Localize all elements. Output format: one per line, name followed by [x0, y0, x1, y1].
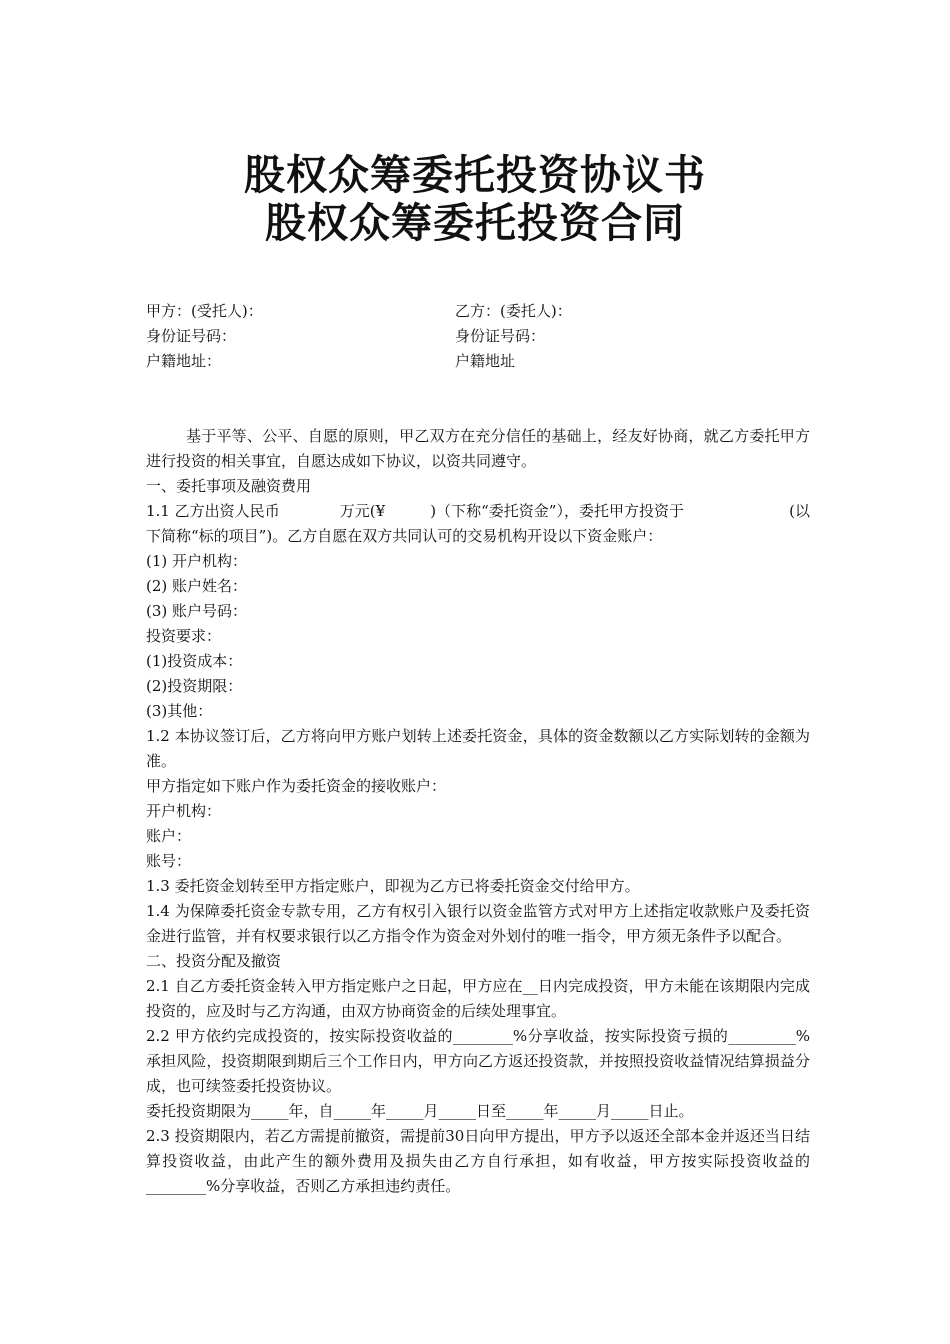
clause-1-2: 1.2 本协议签订后，乙方将向甲方账户划转上述委托资金，具体的资金数额以乙方实际划转的金额为准。 [146, 727, 810, 770]
receiving-account-intro: 甲方指定如下账户作为委托资金的接收账户： [146, 777, 447, 795]
party-a-address: 户籍地址： [146, 352, 222, 370]
party-b-address: 户籍地址 [455, 352, 516, 370]
investment-requirements-heading: 投资要求： [146, 627, 222, 645]
investment-other-line: (3)其他： [146, 702, 213, 720]
clause-2-1: 2.1 自乙方委托资金转入甲方指定账户之日起，甲方应在__日内完成投资，甲方未能在该期限内完成投资的，应及时与乙方沟通，由双方协商资金的后续处理事宜。 [146, 977, 810, 1020]
section-heading-2: 二、投资分配及撤资 [146, 952, 282, 970]
investment-term-line: (2)投资期限： [146, 677, 243, 695]
preamble-paragraph: 基于平等、公平、自愿的原则，甲乙双方在充分信任的基础上，经友好协商，就乙方委托甲方进行投资的相关事宜，自愿达成如下协议，以资共同遵守。 [146, 427, 810, 470]
receiving-institution-line: 开户机构： [146, 802, 222, 820]
account-institution-line: (1) 开户机构： [146, 552, 248, 570]
party-b-id: 身份证号码： [455, 327, 546, 345]
account-name-line: (2) 账户姓名： [146, 577, 248, 595]
clause-1-4: 1.4 为保障委托资金专款专用，乙方有权引入银行以资金监管方式对甲方上述指定收款账户及委托资金进行监管，并有权要求银行以乙方指令作为资金对外划付的唯一指令，甲方须无条件予以配合。 [146, 902, 810, 945]
clause-2-3: 2.3 投资期限内，若乙方需提前撤资，需提前30日向甲方提出，甲方予以返还全部本金并返还当日结算投资收益，由此产生的额外费用及损失由乙方自行承担，如有收益，甲方按实际投资收益的________%分享收益，否则乙方承担违约责任。 [146, 1127, 810, 1195]
clause-2-2: 2.2 甲方依约完成投资的，按实际投资收益的________%分享收益，按实际投资亏损的_________%承担风险，投资期限到期后三个工作日内，甲方向乙方返还投资款，并按照投资收益情况结算损益分成，也可续签委托投资协议。 [146, 1027, 810, 1095]
receiving-account-line: 账户： [146, 827, 192, 845]
party-row [146, 324, 846, 349]
contract-body [146, 424, 810, 1199]
party-row [146, 349, 846, 374]
party-a-name: 甲方：(受托人)： [146, 302, 263, 320]
document-title: 股权众筹委托投资协议书 [244, 151, 706, 199]
party-row [146, 299, 846, 324]
section-heading-1: 一、委托事项及融资费用 [146, 477, 312, 495]
party-a-id: 身份证号码： [146, 327, 237, 345]
party-b-name: 乙方：(委托人)： [455, 302, 572, 320]
investment-period-line: 委托投资期限为_____年，自_____年_____月_____日至_____年_____月_____日止。 [146, 1102, 694, 1120]
clause-1-3: 1.3 委托资金划转至甲方指定账户，即视为乙方已将委托资金交付给甲方。 [146, 877, 640, 895]
investment-cost-line: (1)投资成本： [146, 652, 243, 670]
clause-1-1: 1.1 乙方出资人民币 万元(¥ )（下称“委托资金”），委托甲方投资于 (以下简称“标的项目”)。乙方自愿在双方共同认可的交易机构开设以下资金账户： [146, 502, 810, 545]
parties-block [146, 299, 846, 374]
document-subtitle: 股权众筹委托投资合同 [265, 199, 685, 247]
account-number-line: (3) 账户号码： [146, 602, 248, 620]
receiving-number-line: 账号： [146, 852, 192, 870]
